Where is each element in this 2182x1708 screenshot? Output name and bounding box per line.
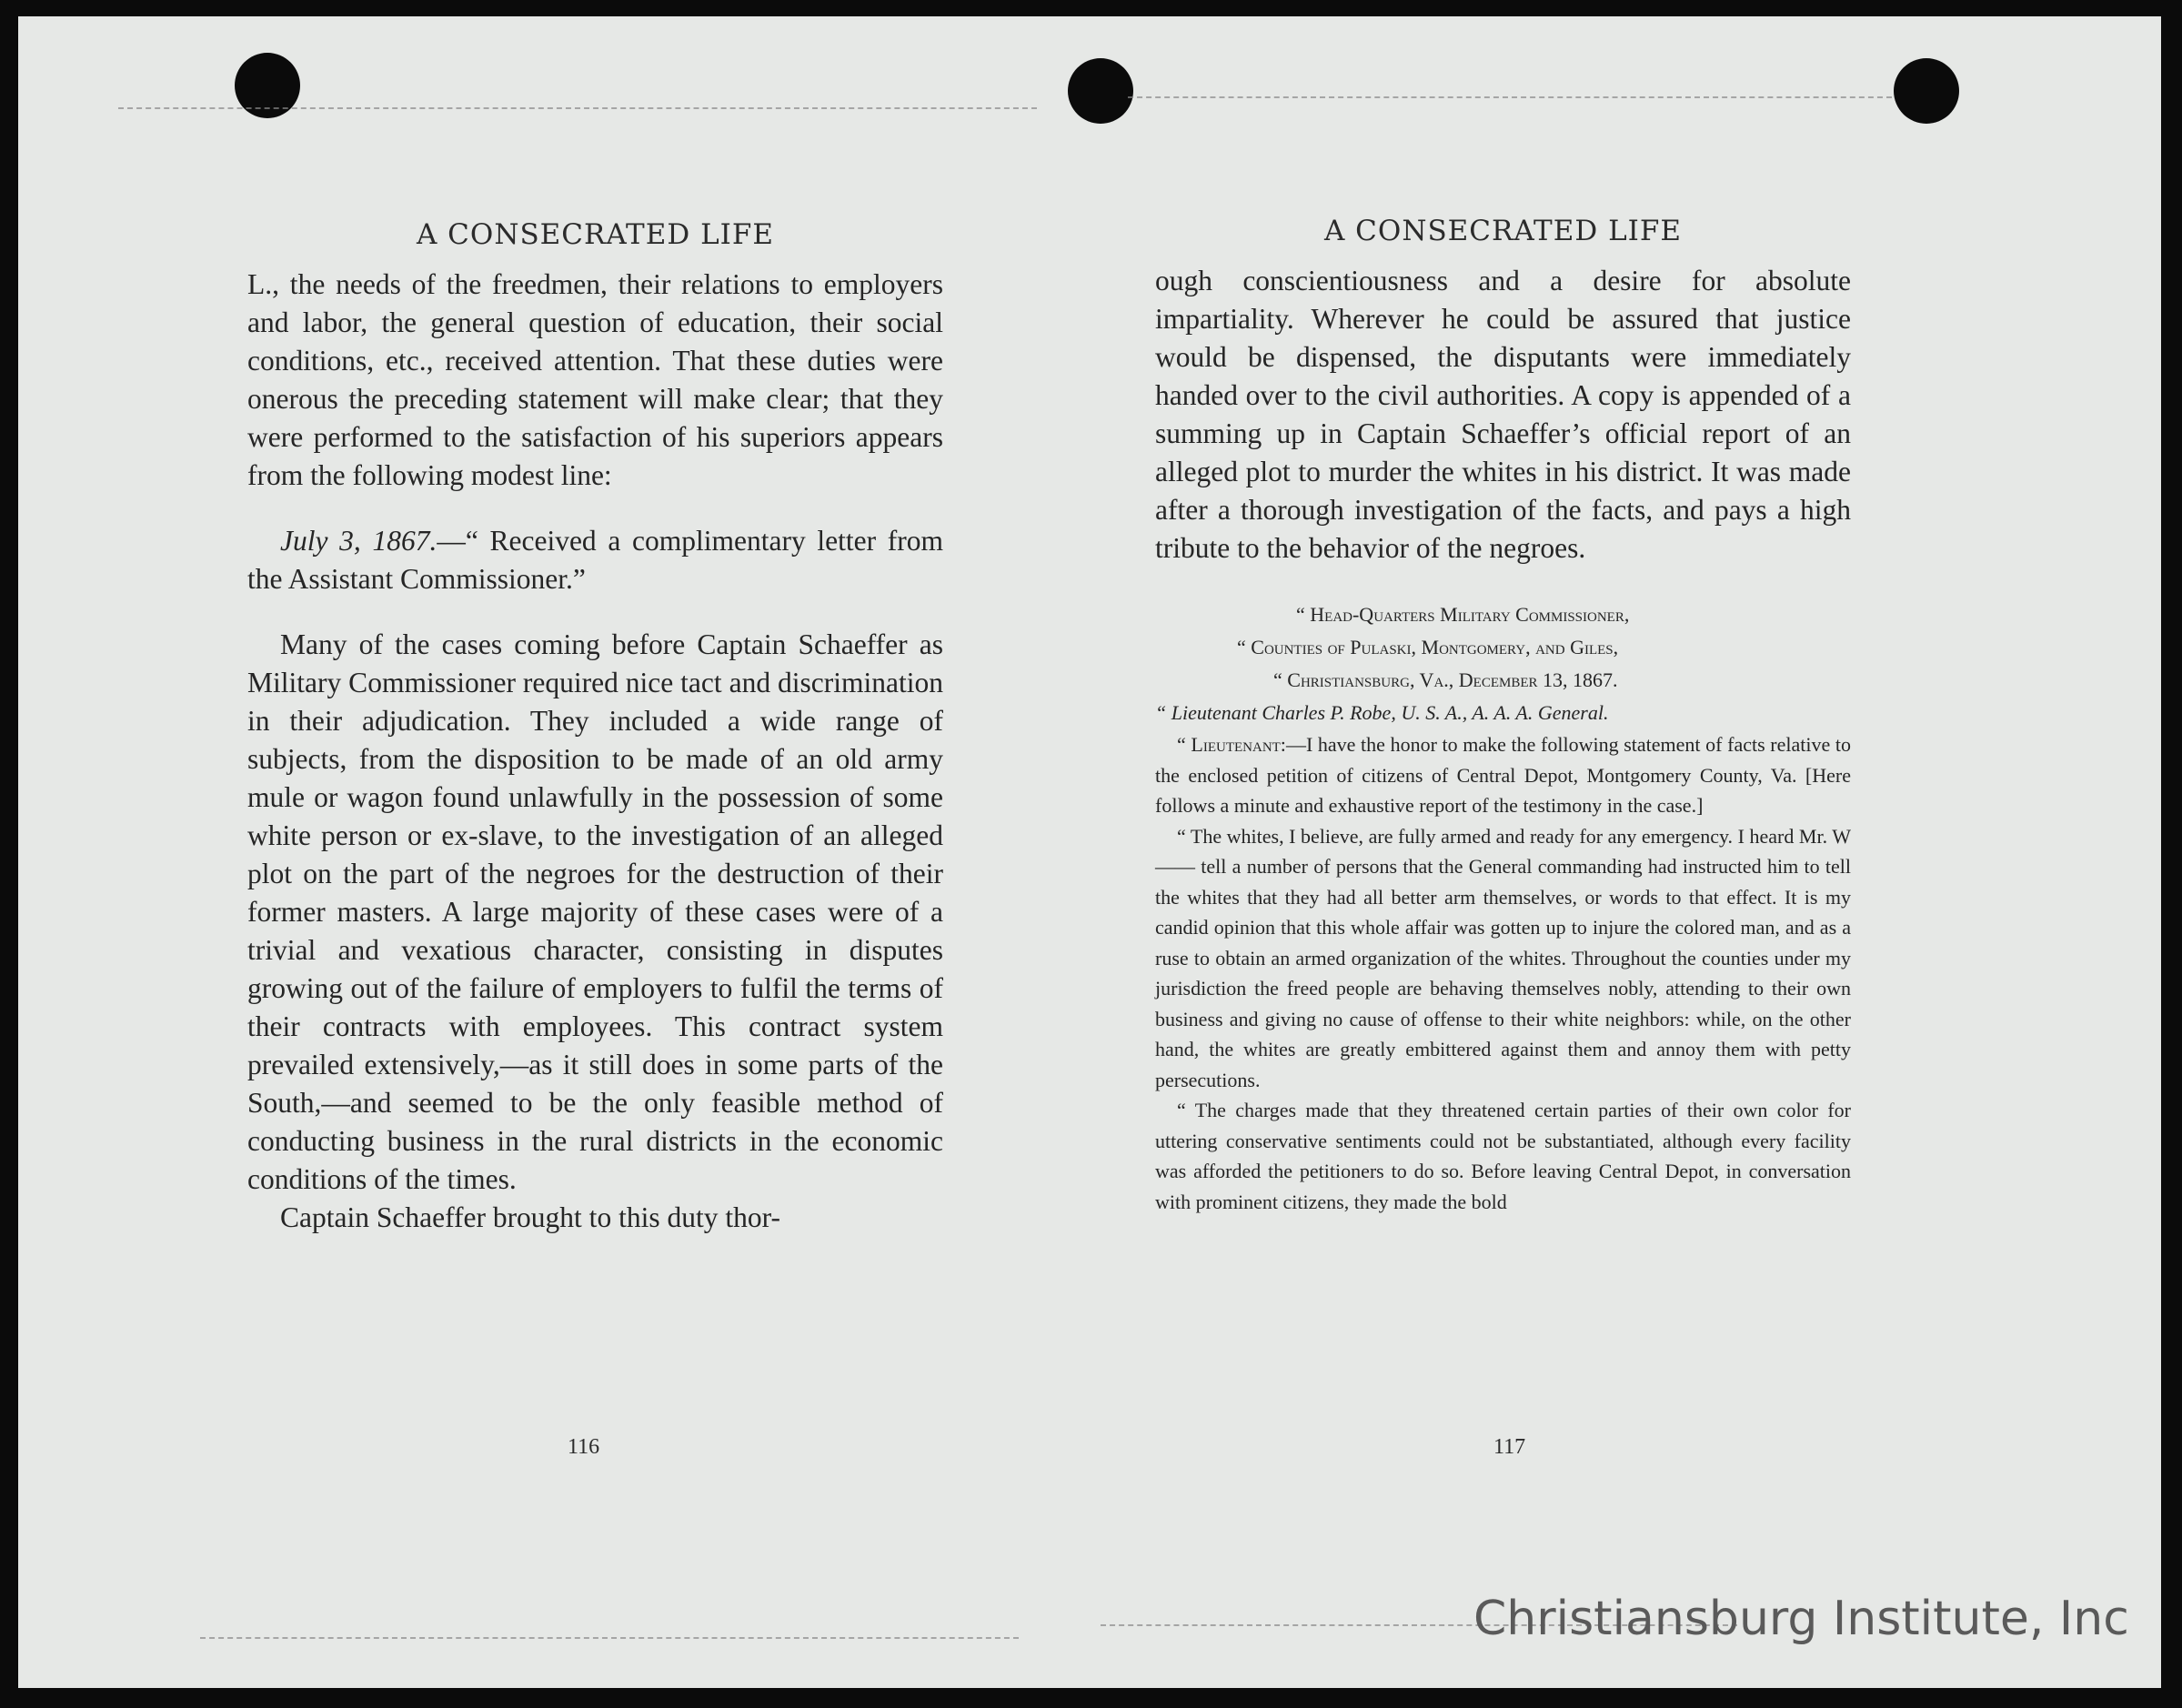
letter-heading: [1155, 598, 1851, 697]
top-rule-left: [118, 107, 1037, 109]
dated-quote: [247, 522, 943, 598]
letter-paragraph: “ The charges made that they threatened certain parties of their own color for uttering conservative sentiments could not be substantiated, although every facility was afforded the petitioners to do so. Before leaving Central Depot, in conversation with prominent citizens, they made the bold: [1155, 1099, 1851, 1213]
right-page-body: [1155, 262, 1851, 568]
scanned-sheet: [18, 16, 2161, 1688]
watermark: Christiansburg Institute, Inc: [1473, 1592, 2129, 1646]
letter-paragraph: “ Lieutenant:—I have the honor to make the following statement of facts relative to the enclosed petition of citizens of Central Depot, Montgomery County, Va. [Here follows a minute and exhaustive report of the testimony in the case.]: [1155, 733, 1851, 817]
left-page: [247, 218, 943, 1237]
page-number-right: 117: [1493, 1435, 1526, 1459]
quote-text: —“ Received a complimentary letter from the Assistant Commissioner.”: [247, 525, 944, 595]
bottom-rule-left: [200, 1637, 1019, 1639]
heading-line: “ Christiansburg, Va., December 13, 1867.: [1273, 668, 1618, 691]
left-page-body: [247, 266, 943, 1237]
paragraph: Captain Schaeffer brought to this duty thor-: [280, 1201, 780, 1233]
running-head: A CONSECRATED LIFE: [416, 218, 775, 251]
letter-paragraph: “ The whites, I believe, are fully armed and ready for any emergency. I heard Mr. W—— tell a number of persons that the General commanding had instructed him to tell the whites that they had all better arm themselves, or words to that effect. It is my candid opinion that this whole affair was gotten up to injure the colored man, and as a ruse to obtain an armed organization of the whites. Throughout the counties under my jurisdiction the freed people are behaving themselves nobly, attending to their own business and giving no cause of offense to their white neighbors: while, on the other hand, the whites are greatly embittered against them and annoy them with petty persecutions.: [1155, 824, 1851, 1091]
right-page: [1155, 215, 1851, 1217]
letter-body: [1155, 729, 1851, 1217]
top-rule-right: [1128, 96, 1892, 98]
heading-line: “ Head-Quarters Military Commissioner,: [1296, 603, 1630, 626]
salutation: “ Lieutenant:: [1177, 733, 1286, 756]
paragraph: L., the needs of the freedmen, their relations to employers and labor, the general question of education, their social conditions, etc., received attention. That these duties were onerous the preceding statement will make clear; that they were performed to the satisfaction of his superiors appears from the following modest line:: [247, 268, 943, 491]
paragraph: Many of the cases coming before Captain Schaeffer as Military Commissioner required nice tact and discrimination in their adjudication. They included a wide range of subjects, from the disposition to be made of an old army mule or wagon found unlawfully in the possession of some white person or ex-slave, to the investigation of an alleged plot on the part of the negroes for the destruction of their former masters. A large majority of these cases were of a trivial and vexatious character, consisting in disputes growing out of the failure of employers to fulfil the terms of their contracts with employees. This contract system prevailed extensively,—as it still does in some parts of the South,—and seemed to be the only feasible method of conducting business in the rural districts in the economic conditions of the times.: [247, 628, 943, 1195]
page-number-left: 116: [568, 1435, 600, 1459]
punch-hole-right: [1894, 58, 1959, 124]
punch-hole-center: [1068, 58, 1133, 124]
running-head: A CONSECRATED LIFE: [1323, 215, 1683, 247]
paragraph: ough conscientiousness and a desire for absolute impartiality. Wherever he could be assured that justice would be dispensed, the disputants were immediately handed over to the civil authorities. A copy is appended of a summing up in Captain Schaeffer’s official report of an alleged plot to murder the whites in his district. It was made after a thorough investigation of the facts, and pays a high tribute to the behavior of the negroes.: [1155, 265, 1851, 564]
quote-date: July 3, 1867.: [280, 525, 437, 557]
heading-line: “ Counties of Pulaski, Montgomery, and Giles,: [1237, 636, 1619, 658]
addressee: “ Lieutenant Charles P. Robe, U. S. A., A. A. A. General.: [1155, 701, 1609, 724]
